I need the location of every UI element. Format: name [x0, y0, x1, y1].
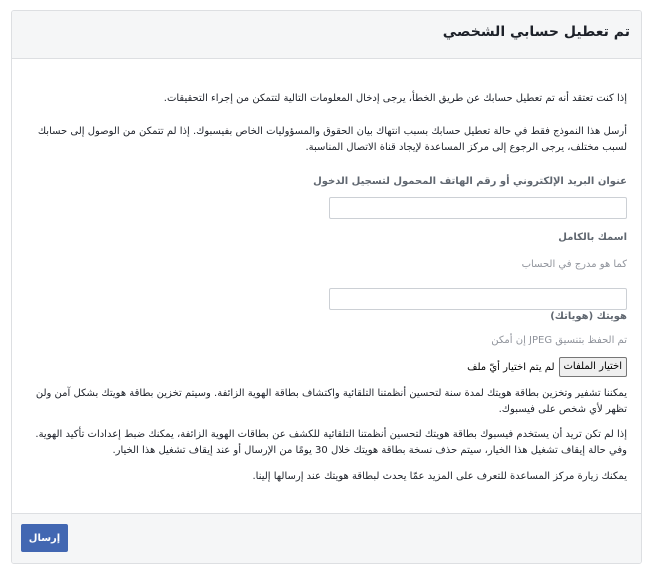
id-settings-note: إذا لم تكن تريد أن يستخدم فيسبوك بطاقة هويتك لتحسين أنظمتنا التلقائية للكشف عن بطاقات الهوية الزائفة، يمكنك ضبط إعدادات تأكيد الهوية. وفي حالة إيقاف تشغيل هذا الخيار، سيتم حذف نسخة بطاقة هويتك خلال 30 يومًا من الإرسال أو عند إيقاف تشغيل هذا الخيار. [35, 429, 627, 456]
intro-text-2: أرسل هذا النموذج فقط في حالة تعطيل حسابك بسبب انتهاك بيان الحقوق والمسؤوليات الخاص بفيسبوك. إذا لم تتمكن من الوصول إلى حسابك لسبب مختلف، يرجى الرجوع إلى مركز المساعدة لإيجاد قناة الاتصال المناسبة. [37, 126, 627, 153]
page-title: تم تعطيل حسابي الشخصي [442, 24, 630, 40]
id-hint: تم الحفظ بتنسيق JPEG إن أمكن [491, 335, 627, 346]
form-body [12, 59, 641, 513]
choose-files-button[interactable]: اختيار الملفات [559, 357, 628, 377]
help-center-note: يمكنك زيارة مركز المساعدة للتعرف على المزيد عمّا يحدث لبطاقة هويتك عند إرسالها إلينا. [252, 471, 627, 482]
file-status: لم يتم اختيار أيّ ملف [467, 361, 555, 373]
form-footer [12, 513, 641, 563]
name-label: اسمك بالكامل [558, 232, 627, 243]
file-upload [467, 356, 627, 378]
form-header [12, 11, 641, 59]
id-label: هويتك (هوياتك) [550, 311, 627, 322]
email-field[interactable] [329, 197, 627, 219]
disabled-account-form [11, 10, 642, 564]
full-name-field[interactable] [329, 288, 627, 310]
intro-text: إذا كنت تعتقد أنه تم تعطيل حسابك عن طريق الخطأ، يرجى إدخال المعلومات التالية لتتمكن من إجراء التحقيقات. [163, 93, 627, 104]
id-storage-note: يمكننا تشفير وتخزين بطاقة هويتك لمدة سنة لتحسين أنظمتنا التلقائية واكتشاف بطاقة الهوية الزائفة. وسيتم تخزين بطاقة هويتك بشكل آمن ولن تظهر لأي شخص على فيسبوك. [35, 388, 627, 415]
submit-button[interactable]: إرسال [21, 524, 68, 552]
email-label: عنوان البريد الإلكتروني أو رقم الهاتف المحمول لتسجيل الدخول [313, 176, 627, 187]
name-hint: كما هو مدرج في الحساب [521, 259, 627, 270]
